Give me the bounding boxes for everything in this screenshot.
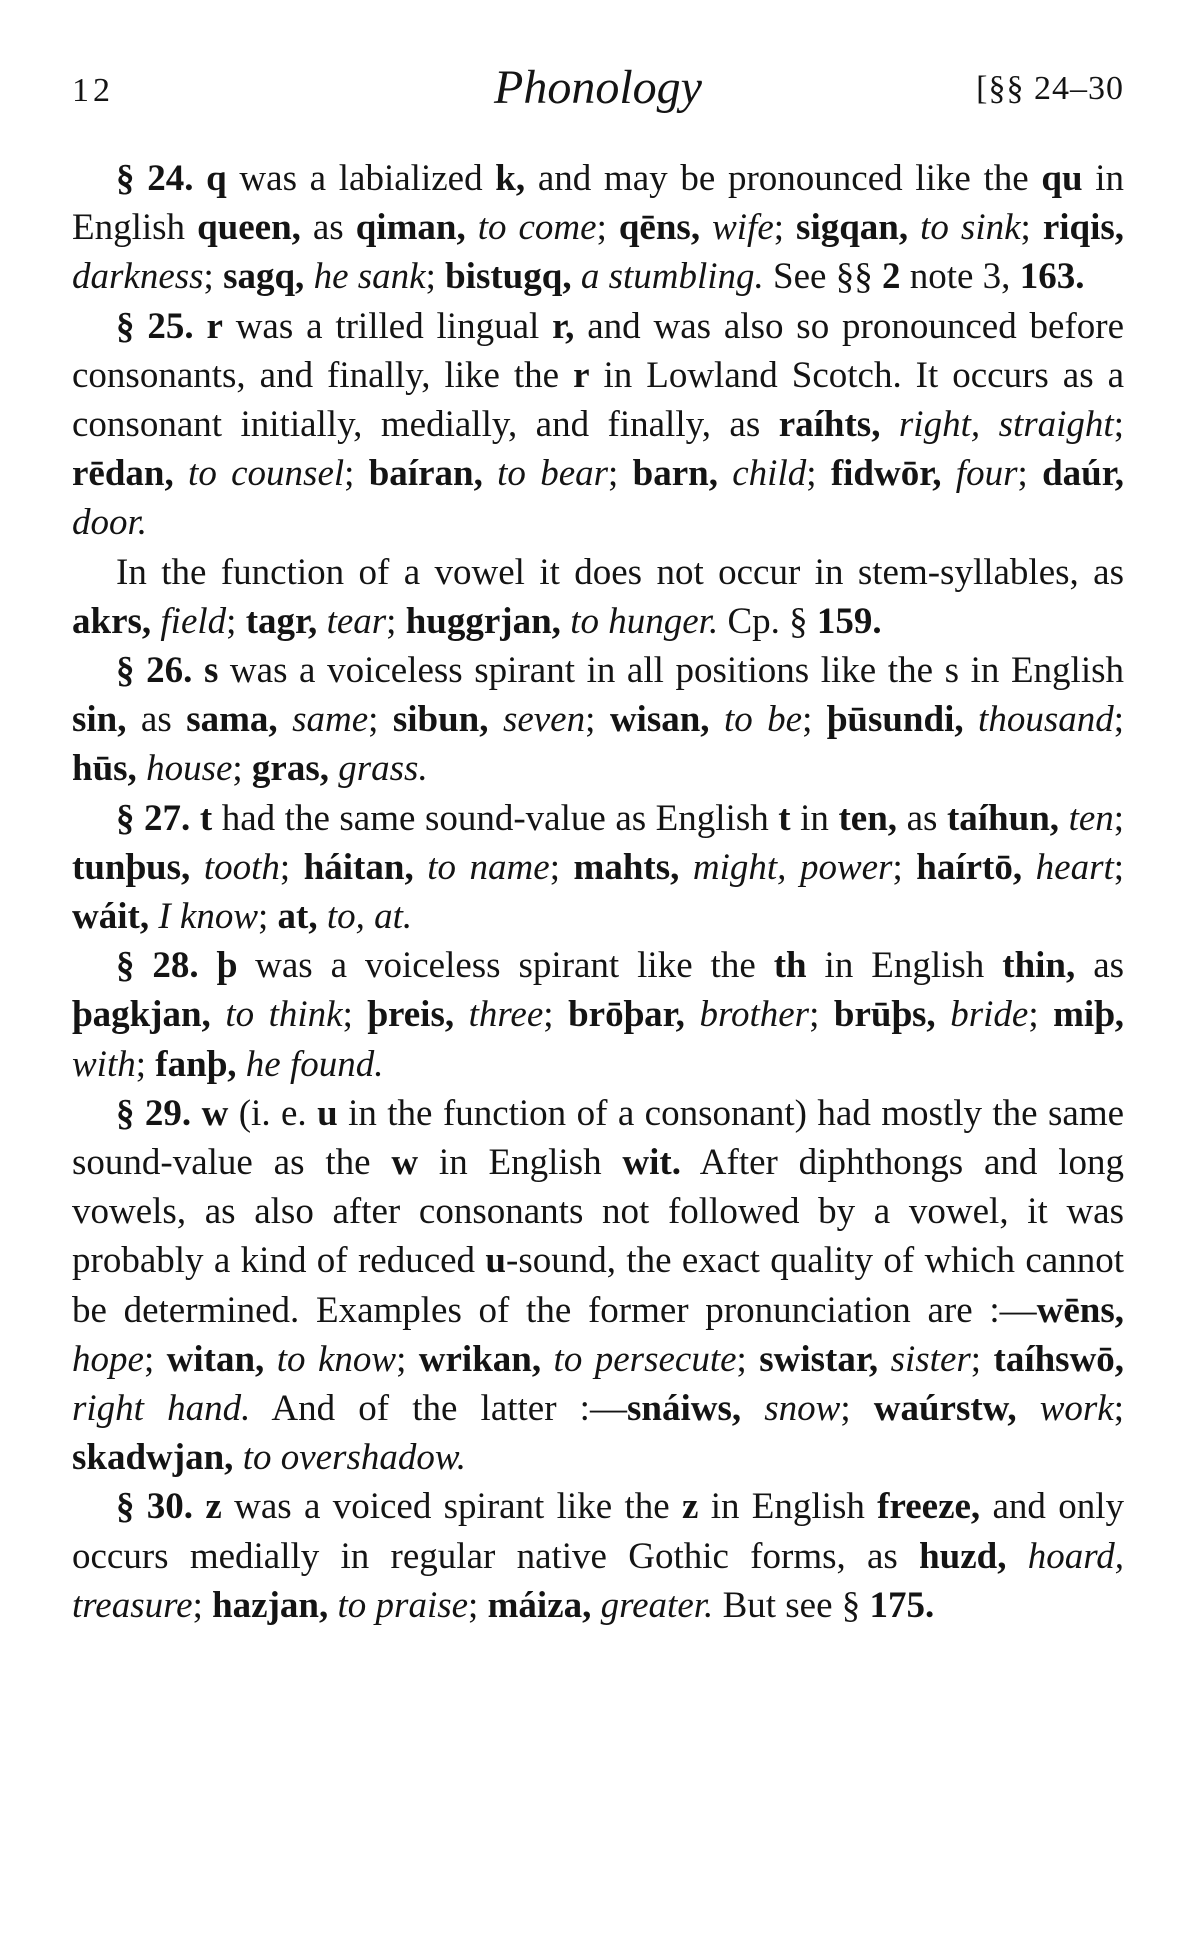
text-run: [193, 1486, 205, 1527]
gloss: thousand: [978, 699, 1114, 741]
text-run: ;: [1113, 1388, 1124, 1430]
gothic-term: tunþus,: [72, 846, 191, 888]
gothic-term: brūþs,: [833, 994, 936, 1036]
text-run: ;: [258, 896, 278, 938]
gloss: to think: [225, 994, 343, 1036]
text-run: [149, 896, 158, 937]
text-run: See §§: [763, 256, 882, 298]
text-run: ;: [396, 1338, 419, 1380]
gloss: grass.: [338, 748, 428, 790]
text-run: [193, 158, 206, 199]
gloss: tear: [326, 600, 387, 642]
gloss: seven: [502, 699, 586, 741]
gloss: three: [468, 994, 544, 1036]
section-range: [§§ 24–30: [976, 70, 1124, 107]
gloss: to persecute: [553, 1338, 737, 1380]
gloss: I know: [158, 896, 259, 938]
book-page: [72, 60, 1124, 1630]
gloss: to counsel: [188, 453, 345, 495]
gothic-term: tagr,: [245, 600, 318, 642]
text-run: ;: [802, 699, 827, 741]
text-run: ;: [806, 453, 831, 495]
gloss: to bear: [497, 453, 609, 495]
gothic-term: rēdan,: [72, 453, 174, 495]
text-run: (i. e.: [228, 1092, 318, 1134]
gothic-term: w: [201, 1092, 229, 1134]
text-run: [190, 798, 200, 839]
text-run: [264, 1339, 276, 1380]
gloss: darkness: [72, 256, 204, 298]
text-run: [591, 1585, 600, 1626]
running-title: Phonology: [494, 61, 702, 114]
gothic-term: sagq,: [223, 256, 305, 298]
text-run: ;: [840, 1388, 874, 1430]
gothic-term: § 27.: [116, 797, 191, 839]
gothic-term: skadwjan,: [72, 1437, 234, 1479]
gothic-term: waúrstw,: [873, 1388, 1017, 1430]
paragraph-section-29: [72, 1089, 1124, 1483]
gothic-term: þreis,: [367, 994, 455, 1036]
text-run: [199, 945, 217, 986]
gloss: bride: [950, 994, 1029, 1036]
text-run: [878, 1339, 890, 1380]
text-run: [679, 847, 693, 888]
text-run: had the same sound-value as English: [212, 797, 779, 839]
gothic-term: hazjan,: [212, 1584, 329, 1626]
text-run: ;: [1020, 207, 1043, 249]
text-run: [880, 404, 898, 445]
text-run: [318, 896, 327, 937]
text-run: [718, 453, 732, 494]
paragraph-section-27: [72, 794, 1124, 942]
text-run: and only occurs medially in regular native Gothic forms, as: [72, 1486, 1125, 1577]
text-run: [685, 994, 700, 1035]
text-run: [329, 748, 338, 789]
gothic-term: queen,: [197, 207, 301, 249]
gloss: snow: [764, 1388, 841, 1430]
text-run: [572, 256, 581, 297]
gothic-term: barn,: [632, 453, 718, 495]
gothic-term: qiman,: [355, 207, 466, 249]
text-run: Cp. §: [718, 600, 817, 642]
gothic-term: bistugq,: [445, 256, 572, 298]
gloss: child: [732, 453, 807, 495]
text-run: [1006, 1536, 1027, 1577]
text-run: was a trilled lingual: [222, 305, 553, 347]
gothic-term: 175.: [869, 1584, 935, 1626]
text-run: and may be pronounced like the: [525, 158, 1042, 199]
text-run: [454, 994, 469, 1035]
text-run: as: [300, 207, 356, 249]
gothic-term: u: [317, 1092, 338, 1134]
text-run: [328, 1585, 337, 1626]
gothic-term: § 30.: [116, 1486, 194, 1528]
page-header: [72, 60, 1124, 126]
text-run: in English: [72, 158, 1125, 249]
gothic-term: § 25.: [116, 305, 194, 347]
gloss: field: [160, 600, 227, 642]
gothic-term: r: [206, 305, 223, 347]
gothic-term: sigqan,: [796, 207, 909, 249]
gothic-term: t: [778, 797, 791, 839]
text-run: [137, 748, 146, 789]
gloss: work: [1039, 1388, 1114, 1430]
text-run: [1059, 798, 1069, 839]
text-run: [194, 306, 207, 347]
text-run: ;: [135, 1043, 156, 1085]
gothic-term: máiza,: [487, 1584, 592, 1626]
paragraph-section-30: [72, 1482, 1124, 1630]
text-run: in English: [418, 1142, 623, 1184]
gothic-term: fidwōr,: [830, 453, 942, 495]
text-run: [942, 453, 956, 494]
text-run: ;: [549, 846, 574, 888]
gothic-term: r,: [552, 305, 575, 347]
gloss: with: [72, 1043, 136, 1085]
page-number: 12: [72, 72, 114, 109]
text-run: [741, 1388, 764, 1429]
text-run: [1022, 847, 1036, 888]
gothic-term: qu: [1041, 158, 1083, 199]
text-run: [483, 453, 497, 494]
gothic-term: t: [199, 797, 213, 839]
text-run: ;: [203, 256, 224, 298]
gothic-term: brōþar,: [568, 994, 685, 1036]
gothic-term: gras,: [251, 748, 329, 790]
text-run: ;: [596, 207, 619, 249]
text-run: was a labialized: [226, 158, 496, 199]
text-run: [561, 601, 570, 642]
text-run: ;: [543, 994, 569, 1036]
gothic-term: § 28.: [116, 945, 199, 987]
text-run: ;: [809, 994, 834, 1036]
text-run: [541, 1339, 553, 1380]
gloss: right, straight: [898, 404, 1114, 446]
gothic-term: daúr,: [1042, 453, 1124, 495]
gothic-term: taíhswō,: [993, 1338, 1125, 1380]
gothic-term: § 24.: [116, 158, 194, 199]
text-run: ;: [1028, 994, 1054, 1036]
text-run: and was also so pronounced before consonants, and finally, like the: [72, 305, 1125, 396]
gloss: to know: [276, 1338, 397, 1380]
gloss: hoard, treasure: [72, 1535, 1124, 1626]
gothic-term: wrikan,: [418, 1338, 542, 1380]
text-run: [964, 699, 978, 740]
gothic-term: th: [773, 945, 807, 987]
gothic-term: u: [485, 1240, 506, 1282]
text-run: in: [790, 797, 839, 839]
text-run: [489, 699, 503, 740]
gothic-term: 163.: [1019, 256, 1085, 298]
text-run: ;: [970, 1338, 994, 1380]
text-run: ;: [1113, 699, 1125, 741]
text-run: in English: [806, 945, 1003, 987]
text-run: ;: [342, 994, 368, 1036]
text-run: ;: [368, 699, 393, 741]
page-body: [72, 154, 1124, 1630]
gothic-term: § 26.: [116, 650, 193, 692]
gothic-term: s: [203, 650, 219, 692]
text-run: in English: [698, 1486, 878, 1528]
text-run: [466, 207, 478, 248]
gothic-term: w: [391, 1142, 419, 1184]
gothic-term: hūs,: [72, 748, 137, 790]
gothic-term: wisan,: [609, 699, 710, 741]
gloss: heart: [1035, 846, 1114, 888]
text-run: in Lowland Scotch. It occurs as a consonant initially, medially, and finally, as: [72, 354, 1124, 446]
gothic-term: sin,: [72, 699, 127, 741]
text-run: [192, 650, 204, 691]
gloss: four: [955, 453, 1018, 495]
gloss: wife: [712, 207, 774, 249]
text-run: [414, 847, 428, 888]
text-run: [304, 256, 313, 297]
text-run: -sound, the exact quality of which cannot be determined. Examples of the former pronunciation are :—: [72, 1240, 1124, 1331]
gothic-term: þ: [216, 945, 238, 987]
gloss: door.: [72, 502, 148, 544]
gothic-term: þūsundi,: [826, 699, 964, 741]
gothic-term: z: [681, 1486, 699, 1528]
text-run: ;: [425, 256, 446, 298]
gloss: to overshadow.: [242, 1437, 467, 1479]
gloss: to come: [477, 207, 597, 249]
gloss: to, at.: [326, 896, 413, 938]
gothic-term: sibun,: [392, 699, 489, 741]
text-run: ;: [226, 600, 246, 642]
text-run: [237, 1044, 246, 1085]
text-run: But see §: [713, 1584, 870, 1626]
text-run: ;: [892, 846, 917, 888]
gothic-term: þagkjan,: [72, 994, 211, 1036]
text-run: [191, 1093, 201, 1134]
gothic-term: z: [205, 1486, 222, 1528]
gothic-term: snáiws,: [626, 1388, 742, 1430]
gothic-term: wit.: [622, 1142, 681, 1184]
gloss: hope: [72, 1338, 144, 1380]
gothic-term: miþ,: [1053, 994, 1125, 1036]
gothic-term: fanþ,: [155, 1043, 237, 1085]
text-run: [1017, 1388, 1040, 1429]
gloss: he sank: [313, 256, 426, 298]
text-run: as: [1075, 945, 1125, 987]
paragraph-section-28: [72, 941, 1124, 1089]
gothic-term: akrs,: [72, 600, 152, 642]
paragraph-section-26: [72, 646, 1124, 794]
text-run: ;: [192, 1584, 213, 1626]
text-run: [700, 207, 712, 248]
text-run: ;: [232, 748, 252, 790]
text-run: [278, 699, 292, 740]
text-run: In the function of a vowel it does not occur in stem-syllables, as: [116, 551, 1124, 593]
gothic-term: sama,: [186, 699, 278, 741]
text-run: ;: [468, 1584, 488, 1626]
text-run: ;: [143, 1338, 167, 1380]
text-run: as: [126, 699, 187, 741]
gloss: house: [146, 748, 233, 790]
gothic-term: q: [206, 158, 227, 199]
gloss: to hunger.: [570, 600, 719, 642]
gothic-term: háitan,: [303, 846, 414, 888]
text-run: in the function of a consonant) had mostly the same sound-value as the: [72, 1092, 1125, 1184]
gloss: tooth: [203, 846, 280, 888]
text-run: note 3,: [900, 256, 1020, 298]
gloss: same: [292, 699, 369, 741]
text-run: ;: [608, 453, 633, 495]
text-run: ;: [585, 699, 610, 741]
gothic-term: 159.: [816, 600, 882, 642]
gothic-term: witan,: [166, 1338, 265, 1380]
gloss: a stumbling.: [580, 256, 764, 298]
text-run: ;: [773, 207, 797, 249]
gothic-term: taíhun,: [946, 797, 1060, 839]
gothic-term: ten,: [838, 797, 898, 839]
gothic-term: freeze,: [877, 1486, 981, 1528]
gloss: to praise: [337, 1584, 469, 1626]
text-run: [317, 601, 326, 642]
text-run: ;: [1113, 846, 1125, 888]
gloss: greater.: [600, 1584, 714, 1626]
gothic-term: mahts,: [573, 846, 680, 888]
gothic-term: k,: [495, 158, 526, 199]
text-run: was a voiceless spirant like the: [237, 945, 774, 987]
gothic-term: r: [573, 354, 590, 396]
gothic-term: qēns,: [618, 207, 701, 249]
text-run: ;: [386, 600, 406, 642]
text-run: And of the latter :—: [250, 1388, 627, 1430]
gothic-term: at,: [277, 896, 318, 938]
gothic-term: wēns,: [1036, 1289, 1124, 1331]
gloss: to name: [427, 846, 550, 888]
gloss: to sink: [920, 207, 1021, 249]
text-run: [174, 453, 188, 494]
text-run: [936, 994, 951, 1035]
gloss: sister: [890, 1338, 971, 1380]
gothic-term: 2: [881, 256, 901, 298]
text-run: ;: [279, 846, 304, 888]
gothic-term: raíhts,: [778, 404, 881, 446]
paragraph-section-25-vowel-note: [72, 548, 1124, 646]
gothic-term: wáit,: [72, 896, 150, 938]
text-run: was a voiced spirant like the: [221, 1486, 682, 1528]
gothic-term: huggrjan,: [405, 600, 561, 642]
gothic-term: § 29.: [116, 1092, 192, 1134]
text-run: [211, 994, 226, 1035]
gothic-term: huzd,: [919, 1535, 1007, 1577]
gothic-term: baíran,: [368, 453, 483, 495]
gloss: to be: [723, 699, 803, 741]
gothic-term: swistar,: [759, 1338, 879, 1380]
text-run: ;: [344, 453, 369, 495]
gothic-term: haírtō,: [916, 846, 1023, 888]
text-run: After diphthongs and long vowels, as also after consonants not followed by a vowel, it was probably a kind of reduced: [72, 1142, 1124, 1282]
text-run: [190, 847, 204, 888]
text-run: ;: [1113, 797, 1125, 839]
text-run: [710, 699, 724, 740]
text-run: was a voiceless spirant in all positions like the s in English: [218, 650, 1125, 692]
gothic-term: riqis,: [1042, 207, 1125, 249]
gothic-term: thin,: [1002, 945, 1076, 987]
text-run: ;: [1017, 453, 1043, 495]
gloss: ten: [1068, 797, 1114, 839]
text-run: as: [897, 797, 947, 839]
gloss: he found.: [245, 1043, 384, 1085]
gloss: right hand.: [72, 1388, 251, 1430]
text-run: ;: [1113, 404, 1124, 446]
paragraph-section-24: [72, 154, 1124, 302]
gloss: might, power: [692, 846, 893, 888]
paragraph-section-25: [72, 302, 1124, 548]
gloss: brother: [699, 994, 810, 1036]
text-run: ;: [736, 1338, 760, 1380]
text-run: [233, 1437, 242, 1478]
text-run: [908, 207, 920, 248]
